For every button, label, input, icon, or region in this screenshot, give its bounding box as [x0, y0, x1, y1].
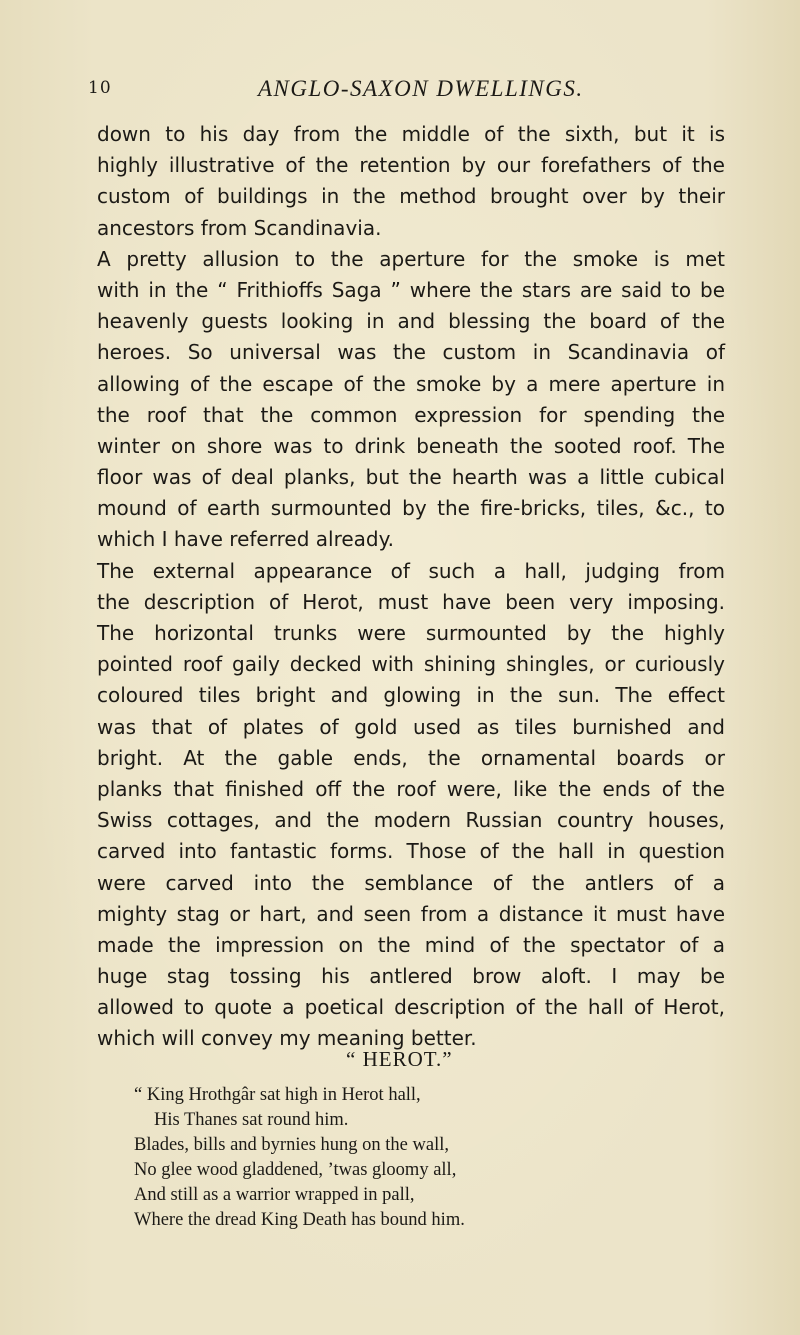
poem-title: “ HEROT.”	[346, 1047, 453, 1071]
text-line: custom of buildings in the method brought over by their	[97, 184, 725, 209]
text-line: A pretty allusion to the aperture for the smoke is met	[97, 246, 725, 271]
text-line: ancestors from Scandinavia.	[97, 215, 382, 240]
text-line: highly illustrative of the retention by our forefathers of the	[97, 153, 725, 178]
poem-line: “ King Hrothgâr sat high in Herot hall,	[134, 1085, 421, 1105]
text-line: planks that finished off the roof were, like the ends of the	[97, 776, 725, 801]
text-line: was that of plates of gold used as tiles burnished and	[97, 714, 725, 739]
poem-line: His Thanes sat round him.	[154, 1110, 349, 1130]
text-line: bright. At the gable ends, the ornamental boards or	[97, 745, 725, 770]
poem-line: Blades, bills and byrnies hung on the wall,	[134, 1135, 449, 1155]
text-line: which I have referred already.	[97, 527, 394, 552]
text-line: winter on shore was to drink beneath the sooted roof. The	[97, 433, 725, 458]
poem-line: And still as a warrior wrapped in pall,	[134, 1185, 415, 1205]
poem-line: Where the dread King Death has bound him.	[134, 1210, 465, 1230]
text-line: made the impression on the mind of the spectator of a	[97, 932, 725, 957]
text-line: heavenly guests looking in and blessing the board of the	[97, 309, 725, 334]
text-line: allowed to quote a poetical description of the hall of Herot,	[97, 995, 725, 1020]
text-line: floor was of deal planks, but the hearth was a little cubical	[97, 465, 725, 490]
text-line: Swiss cottages, and the modern Russian country houses,	[97, 808, 725, 833]
text-line: with in the “ Frithioffs Saga ” where the stars are said to be	[97, 277, 725, 302]
text-line: down to his day from the middle of the sixth, but it is	[97, 122, 725, 146]
page-header	[88, 78, 728, 106]
text-line: the description of Herot, must have been very imposing.	[97, 589, 725, 614]
poem-line: No glee wood gladdened, ’twas gloomy all,	[134, 1160, 457, 1180]
body-text	[97, 119, 725, 1055]
poem-stanza	[134, 1083, 465, 1233]
text-line: were carved into the semblance of the antlers of a	[97, 870, 725, 895]
text-line: coloured tiles bright and glowing in the sun. The effect	[97, 683, 725, 708]
text-line: carved into fantastic forms. Those of the hall in question	[97, 839, 725, 864]
text-line: heroes. So universal was the custom in Scandinavia of	[97, 340, 725, 365]
text-line: The horizontal trunks were surmounted by the highly	[97, 621, 725, 645]
page-number: 10	[88, 78, 112, 98]
text-line: allowing of the escape of the smoke by a mere aperture in	[97, 371, 725, 396]
text-line: mound of earth surmounted by the fire-bricks, tiles, &c., to	[97, 496, 725, 521]
text-line: mighty stag or hart, and seen from a distance it must have	[97, 901, 725, 926]
text-line: huge stag tossing his antlered brow aloft. I may be	[97, 964, 725, 989]
text-line: which will convey my meaning better.	[97, 1026, 477, 1051]
text-line: The external appearance of such a hall, judging from	[97, 558, 725, 583]
text-line: the roof that the common expression for spending the	[97, 402, 725, 427]
text-line: pointed roof gaily decked with shining shingles, or curiously	[97, 652, 725, 677]
running-head: ANGLO-SAXON DWELLINGS.	[258, 76, 584, 101]
